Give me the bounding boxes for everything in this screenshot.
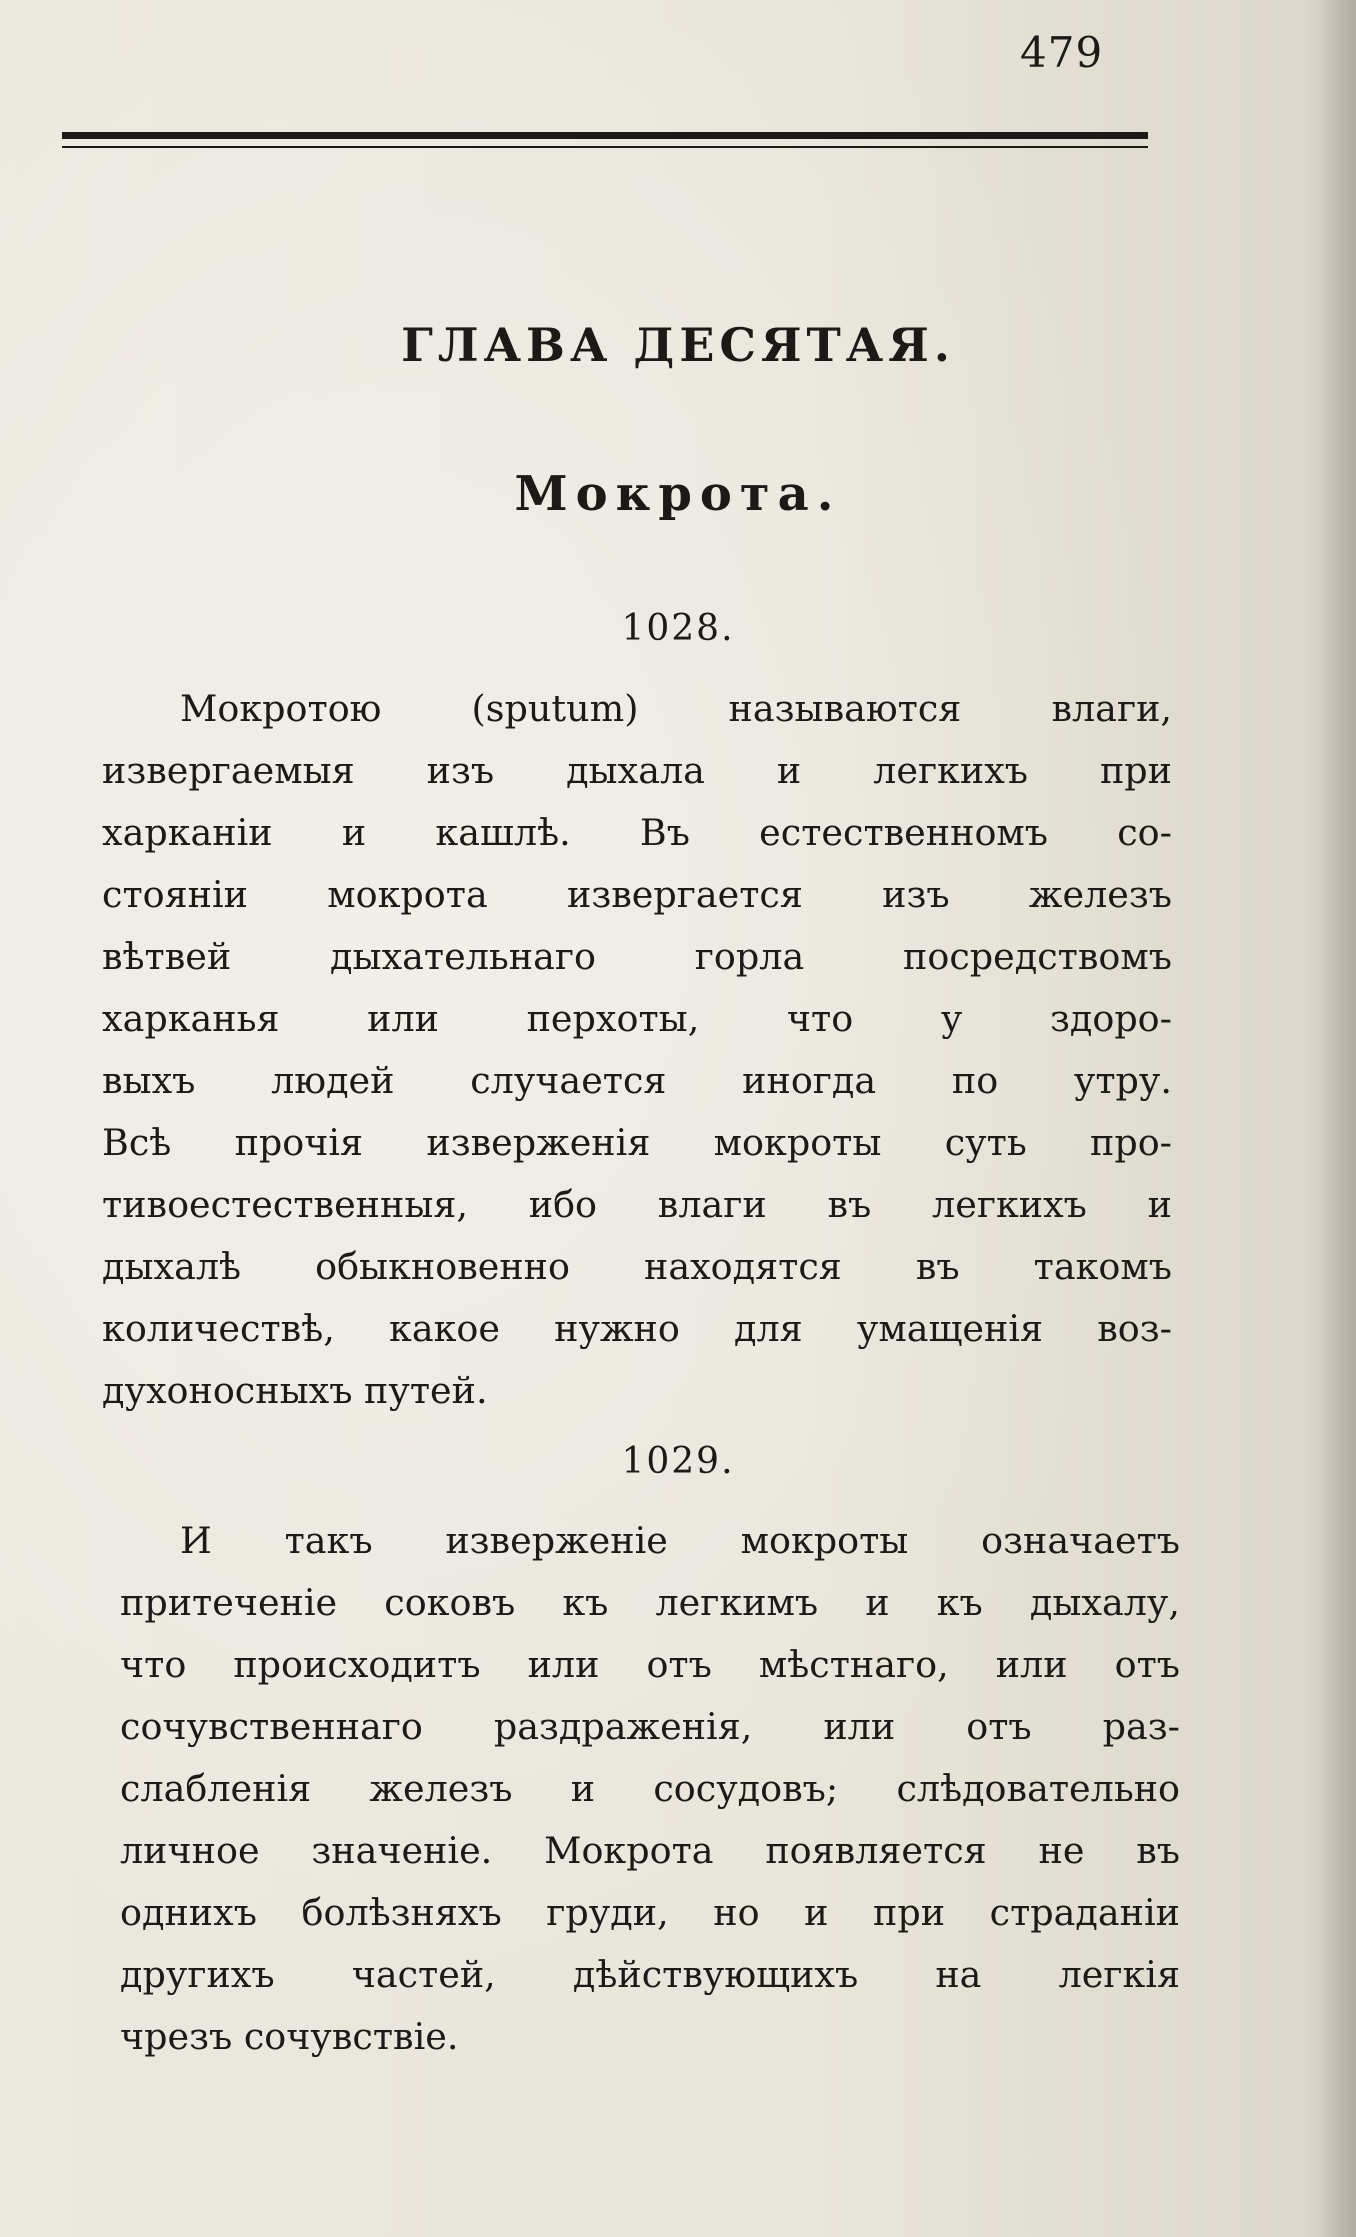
text-line: И такъ изверженіе мокроты означаетъ bbox=[180, 1519, 1180, 1562]
header-rule-thin bbox=[62, 146, 1148, 148]
text-line: дыхалѣ обыкновенно находятся въ такомъ bbox=[102, 1245, 1172, 1288]
text-line: Всѣ прочія изверженія мокроты суть про- bbox=[102, 1121, 1172, 1164]
text-line: притеченіе соковъ къ легкимъ и къ дыхалу, bbox=[120, 1581, 1180, 1624]
chapter-title: ГЛАВА ДЕСЯТАЯ. bbox=[401, 318, 955, 372]
section-title: Мокрота. bbox=[514, 466, 842, 522]
paragraph-1029 bbox=[120, 1510, 1180, 2068]
text-line: другихъ частей, дѣйствующихъ на легкія bbox=[120, 1953, 1180, 1996]
text-line: духоносныхъ путей. bbox=[102, 1369, 488, 1412]
text-line: харканіи и кашлѣ. Въ естественномъ со- bbox=[102, 811, 1172, 854]
text-line: чрезъ сочувствіе. bbox=[120, 2015, 459, 2058]
text-line: харканья или перхоты, что у здоро- bbox=[102, 997, 1172, 1040]
text-line: выхъ людей случается иногда по утру. bbox=[102, 1059, 1172, 1102]
paragraph-number: 1028. bbox=[621, 608, 735, 649]
text-line: личное значеніе. Мокрота появляется не въ bbox=[120, 1829, 1180, 1872]
text-line: количествѣ, какое нужно для умащенія воз- bbox=[102, 1307, 1172, 1350]
paragraph-number: 1029. bbox=[621, 1441, 735, 1482]
page-number: 479 bbox=[1020, 28, 1104, 77]
text-line: вѣтвей дыхательнаго горла посредствомъ bbox=[102, 935, 1172, 978]
text-line: Мокротою (sputum) называются влаги, bbox=[180, 687, 1172, 730]
header-rule-thick bbox=[62, 132, 1148, 139]
text-line: стояніи мокрота извергается изъ железъ bbox=[102, 873, 1172, 916]
text-line: сочувственнаго раздраженія, или отъ раз- bbox=[120, 1705, 1180, 1748]
text-line: слабленія железъ и сосудовъ; слѣдовательно bbox=[120, 1767, 1180, 1810]
text-line: тивоестественныя, ибо влаги въ легкихъ и bbox=[102, 1183, 1172, 1226]
text-line: что происходитъ или отъ мѣстнаго, или отъ bbox=[120, 1643, 1180, 1686]
paragraph-1028 bbox=[102, 678, 1172, 1422]
text-line: однихъ болѣзняхъ груди, но и при страданіи bbox=[120, 1891, 1180, 1934]
text-line: извергаемыя изъ дыхала и легкихъ при bbox=[102, 749, 1172, 792]
